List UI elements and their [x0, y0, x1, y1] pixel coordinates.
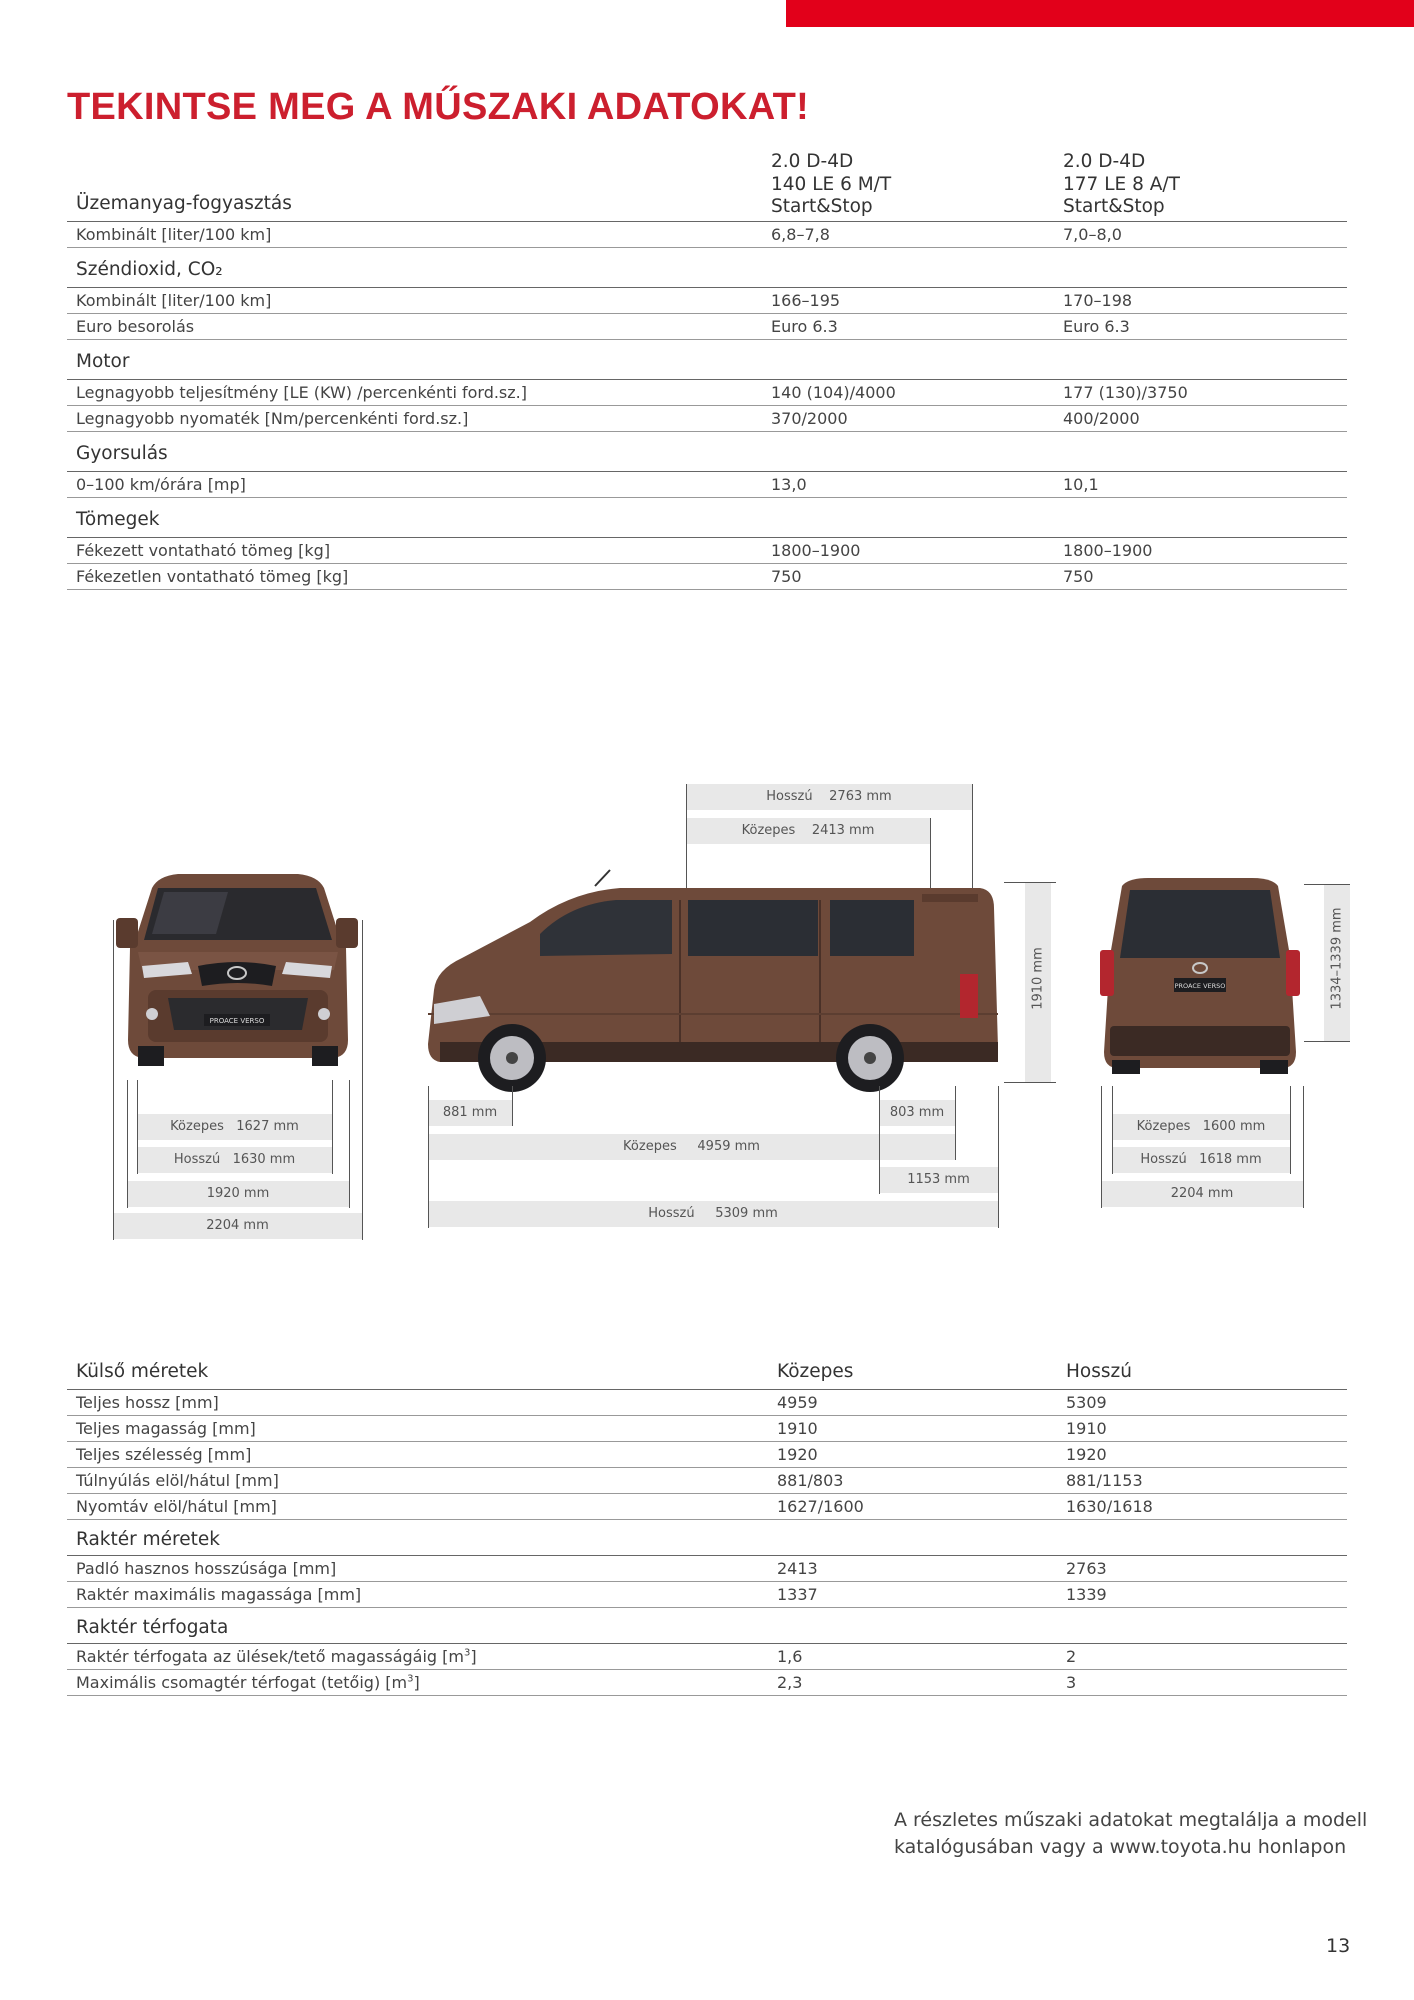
dim-top-long: Hosszú 2763 mm — [686, 784, 972, 810]
dim-overhang-rear-medium: 803 mm — [879, 1100, 955, 1126]
section-acceleration: Gyorsulás — [67, 436, 1347, 472]
van-front-view-image — [108, 870, 366, 1080]
dim-overhang-front: 881 mm — [428, 1100, 512, 1126]
dim-side-long: Hosszú 5309 mm — [428, 1201, 998, 1227]
van-side-view-image — [420, 864, 1000, 1096]
page-number: 13 — [1326, 1935, 1351, 1957]
svg-text:PROACE VERSO: PROACE VERSO — [209, 1017, 265, 1025]
dim-rear-medium: Közepes 1600 mm — [1112, 1114, 1290, 1140]
engine-column-1: 2.0 D-4D 140 LE 6 M/T Start&Stop — [771, 151, 892, 217]
dimensions-table — [67, 1354, 1347, 1696]
dim-front-width: 1920 mm — [127, 1181, 349, 1207]
table-row: Teljes magasság [mm] 1910 1910 — [67, 1416, 1347, 1442]
dim-overhang-rear-long: 1153 mm — [879, 1167, 998, 1193]
table-row: 0–100 km/órára [mp] 13,0 10,1 — [67, 472, 1347, 498]
table-row: Raktér térfogata az ülések/tető magasságáig $[m^3]$ 1,6 2 — [67, 1644, 1347, 1670]
table-row: Túlnyúlás elöl/hátul [mm] 881/803 881/1153 — [67, 1468, 1347, 1494]
dim-side-height: 1910 mm — [1030, 947, 1046, 1010]
table-row: Raktér maximális magassága [mm] 1337 1339 — [67, 1582, 1347, 1608]
van-rear-view-image — [1092, 876, 1308, 1080]
table-row: Teljes szélesség [mm] 1920 1920 — [67, 1442, 1347, 1468]
footer-note: A részletes műszaki adatokat megtalálja a modell katalógusában vagy a www.toyota.hu honlapon — [894, 1809, 1368, 1858]
dim-front-long: Hosszú 1630 mm — [137, 1147, 332, 1173]
table-row: Legnagyobb nyomaték [Nm/percenkénti ford.sz.] 370/2000 400/2000 — [67, 406, 1347, 432]
dim-front-medium: Közepes 1627 mm — [137, 1114, 332, 1140]
dimension-diagram — [0, 760, 1414, 1280]
section-co2: Széndioxid, CO₂ — [67, 252, 1347, 288]
dim-rear-mirrors: 2204 mm — [1101, 1181, 1303, 1207]
engine-spec-table — [67, 186, 1347, 590]
section-cargo: Raktér méretek — [67, 1520, 1347, 1556]
engine-column-2: 2.0 D-4D 177 LE 8 A/T Start&Stop — [1063, 151, 1180, 217]
table-row: Nyomtáv elöl/hátul [mm] 1627/1600 1630/1618 — [67, 1494, 1347, 1520]
table-row: Fékezett vontatható tömeg [kg] 1800–1900 1800–1900 — [67, 538, 1347, 564]
table-row: Kombinált [liter/100 km] 6,8–7,8 7,0–8,0 — [67, 222, 1347, 248]
dim-rear-height: 1334–1339 mm — [1329, 907, 1345, 1010]
dim-front-mirrors: 2204 mm — [113, 1213, 362, 1239]
section-fuel: Üzemanyag-fogyasztás — [67, 186, 1347, 222]
dim-rear-long: Hosszú 1618 mm — [1112, 1147, 1290, 1173]
section-volume: Raktér térfogata — [67, 1608, 1347, 1644]
table-row: Euro besorolás Euro 6.3 Euro 6.3 — [67, 314, 1347, 340]
dim-side-medium: Közepes 4959 mm — [428, 1134, 955, 1160]
dim-top-medium: Közepes 2413 mm — [686, 818, 930, 844]
table-row: Fékezetlen vontatható tömeg [kg] 750 750 — [67, 564, 1347, 590]
table-row: Padló hasznos hosszúsága [mm] 2413 2763 — [67, 1556, 1347, 1582]
svg-text:PROACE VERSO: PROACE VERSO — [1174, 982, 1226, 990]
header-red-bar — [786, 0, 1414, 27]
page-title: TEKINTSE MEG A MŰSZAKI ADATOKAT! — [67, 86, 810, 128]
table-row: Teljes hossz [mm] 4959 5309 — [67, 1390, 1347, 1416]
section-mass: Tömegek — [67, 502, 1347, 538]
table-row: Kombinált [liter/100 km] 166–195 170–198 — [67, 288, 1347, 314]
dimensions-header: Külső méretek Közepes Hosszú — [67, 1354, 1347, 1390]
table-row: Maximális csomagtér térfogat (tetőig) $[m^3]$ 2,3 3 — [67, 1670, 1347, 1696]
section-engine: Motor — [67, 344, 1347, 380]
table-row: Legnagyobb teljesítmény [LE (KW) /percenkénti ford.sz.] 140 (104)/4000 177 (130)/3750 — [67, 380, 1347, 406]
